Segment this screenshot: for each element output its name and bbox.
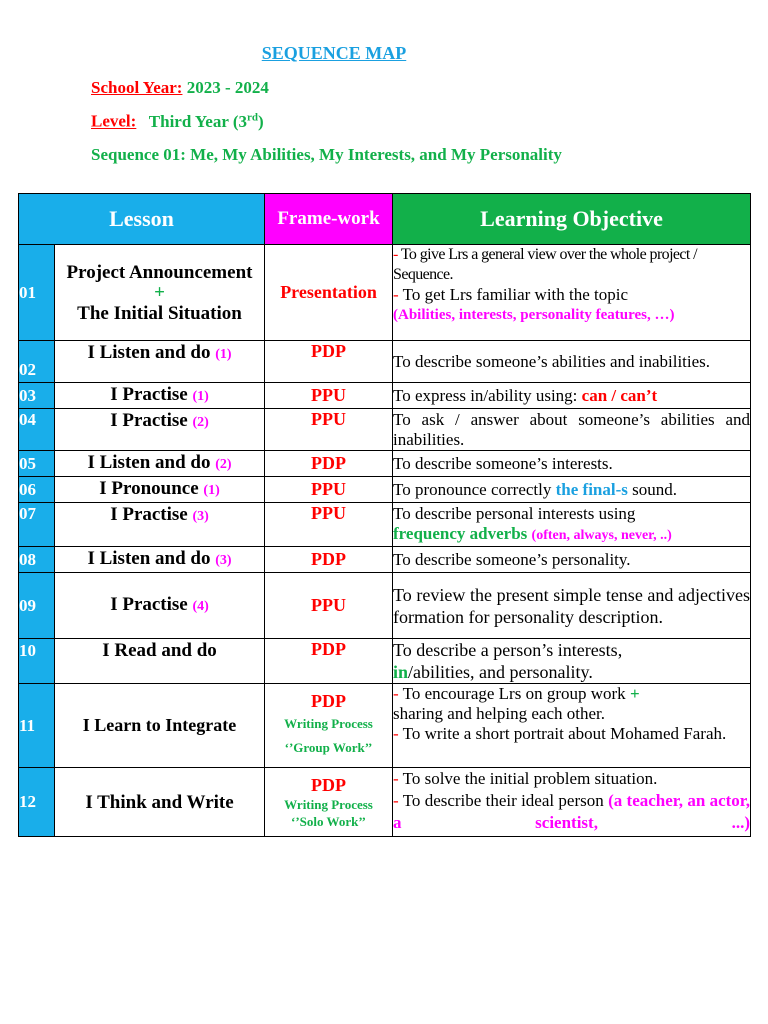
objective-text: sound. (632, 479, 677, 499)
row-number: 09 (19, 573, 55, 639)
table-row (19, 341, 751, 383)
objective-cell (393, 245, 751, 341)
objective-highlight: in (393, 662, 409, 682)
lesson-number: (2) (215, 457, 232, 472)
lesson-cell (55, 409, 265, 451)
objective-highlight: can / can’t (581, 385, 658, 405)
objective-text: To write a short portrait about Mohamed Farah. (402, 724, 727, 743)
plus-sign: + (629, 684, 640, 703)
lesson-number: (1) (215, 347, 232, 362)
objective-text: /abilities, and personality. (408, 662, 593, 682)
objective-text: sharing and helping each other. (393, 704, 605, 723)
lesson-name: The Initial Situation (77, 302, 242, 324)
objective-text: To pronounce correctly (393, 479, 552, 499)
lesson-number: (1) (192, 389, 209, 404)
bullet-dash: - (393, 684, 403, 703)
objective-cell (393, 503, 751, 547)
framework-cell (265, 768, 393, 837)
row-number: 07 (19, 503, 55, 547)
framework-cell: PDP (265, 639, 393, 684)
table-row (19, 383, 751, 409)
lesson-number: (2) (192, 415, 209, 430)
objective-cell (393, 477, 751, 503)
objective-text: To encourage Lrs on group work (402, 684, 626, 703)
table-row (19, 451, 751, 477)
lesson-cell (55, 341, 265, 383)
row-number: 12 (19, 768, 55, 837)
level-close: ) (258, 111, 264, 131)
table-row (19, 477, 751, 503)
header-learning-objective: Learning Objective (393, 194, 751, 245)
framework-cell: PDP (265, 341, 393, 383)
lesson-cell (55, 639, 265, 684)
objective-cell: To describe someone’s interests. (393, 451, 751, 477)
bullet-dash: - (393, 724, 403, 743)
objective-cell: To describe someone’s personality. (393, 547, 751, 573)
framework-cell: PDP (265, 547, 393, 573)
objective-cell: To ask / answer about someone’s abilities and inabilities. (393, 409, 751, 449)
lesson-cell: I Think and Write (55, 768, 265, 837)
row-number: 08 (19, 547, 55, 573)
row-number: 01 (19, 245, 55, 341)
school-year-line (91, 78, 269, 98)
objective-highlight: (Abilities, interests, personality features, …) (393, 307, 675, 323)
framework-sub: ‘’Solo Work’’ (291, 814, 367, 829)
sequence-title: Sequence 01: Me, My Abilities, My Interests, and My Personality (91, 145, 562, 164)
table-row (19, 409, 751, 451)
table-header-row (19, 194, 751, 245)
framework-name: PDP (311, 775, 347, 795)
row-number: 06 (19, 477, 55, 503)
table-row (19, 768, 751, 837)
lesson-name: I Listen and do (87, 452, 211, 473)
bullet-dash: - (393, 246, 401, 263)
document-title: SEQUENCE MAP (261, 43, 407, 63)
lesson-name: I Practise (110, 504, 188, 525)
table-row (19, 684, 751, 768)
bullet-dash: - (393, 769, 403, 788)
lesson-cell (55, 547, 265, 573)
lesson-name: I Pronounce (99, 478, 199, 499)
lesson-number: (3) (192, 509, 209, 524)
lesson-name: I Practise (110, 384, 188, 405)
objective-cell (393, 684, 751, 768)
row-number: 11 (19, 684, 55, 768)
objective-text: To give Lrs a general view over the whole project / Sequence. (393, 246, 698, 283)
lesson-name: Project Announcement (66, 261, 253, 283)
row-number: 02 (19, 341, 55, 383)
plus-sign: + (154, 281, 165, 303)
table-row (19, 245, 751, 341)
lesson-name: I Listen and do (87, 342, 211, 363)
objective-examples: (often, always, never, ..) (531, 527, 672, 543)
level-line (91, 111, 264, 132)
level-value: Third Year (3 (148, 111, 248, 131)
objective-cell: To review the present simple tense and adjectives formation for personality description. (393, 573, 751, 639)
objective-text: To describe a person’s interests, (393, 640, 623, 660)
objective-cell (393, 768, 751, 837)
objective-text: To describe their ideal person (402, 791, 604, 810)
table-row (19, 503, 751, 547)
framework-cell (265, 684, 393, 768)
objective-highlight: frequency adverbs (393, 523, 528, 543)
lesson-cell (55, 573, 265, 639)
framework-cell: PPU (265, 503, 393, 547)
framework-sub: ‘’Group Work’’ (284, 740, 373, 755)
row-number: 10 (19, 639, 55, 684)
header-lesson: Lesson (19, 194, 265, 245)
lesson-cell (55, 451, 265, 477)
lesson-cell (55, 503, 265, 547)
lesson-number: (1) (203, 483, 220, 498)
lesson-number: (4) (192, 599, 209, 614)
objective-cell (393, 639, 751, 684)
objective-text: To describe personal interests using (393, 503, 636, 523)
table-row (19, 547, 751, 573)
lesson-cell: I Learn to Integrate (55, 684, 265, 768)
row-number: 03 (19, 383, 55, 409)
row-number: 04 (19, 409, 55, 451)
table-row (19, 639, 751, 684)
objective-text: To solve the initial problem situation. (402, 769, 658, 788)
objective-cell (393, 383, 751, 409)
level-label: Level: (91, 111, 137, 131)
table-row (19, 573, 751, 639)
school-year-label: School Year: (91, 78, 183, 97)
framework-cell: PPU (265, 383, 393, 409)
row-number: 05 (19, 451, 55, 477)
framework-cell: Presentation (265, 245, 393, 341)
lesson-name: I Listen and do (87, 548, 211, 569)
sequence-table (18, 193, 751, 837)
objective-highlight: (a teacher, an actor, a scientist, ...) (393, 791, 751, 832)
header-framework: Frame-work (265, 194, 393, 245)
framework-sub: Writing Process (284, 797, 373, 812)
objective-cell: To describe someone’s abilities and inabilities. (393, 341, 751, 383)
framework-name: PDP (311, 691, 347, 711)
school-year-value: 2023 - 2024 (186, 78, 269, 97)
level-superscript: rd (247, 111, 259, 123)
framework-cell: PPU (265, 573, 393, 639)
objective-highlight: the final-s (555, 479, 628, 499)
bullet-dash: - (393, 791, 403, 810)
bullet-dash: - (393, 285, 403, 304)
lesson-cell (55, 245, 265, 341)
lesson-name: I Practise (110, 410, 188, 431)
framework-cell: PDP (265, 451, 393, 477)
objective-text: To express in/ability using: (393, 385, 578, 405)
lesson-number: (3) (215, 553, 232, 568)
objective-text: To get Lrs familiar with the topic (402, 285, 629, 304)
lesson-name: I Read and do (102, 640, 217, 661)
lesson-cell (55, 383, 265, 409)
lesson-cell (55, 477, 265, 503)
framework-cell: PPU (265, 409, 393, 451)
framework-cell: PPU (265, 477, 393, 503)
framework-sub: Writing Process (284, 716, 373, 731)
lesson-name: I Practise (110, 594, 188, 615)
